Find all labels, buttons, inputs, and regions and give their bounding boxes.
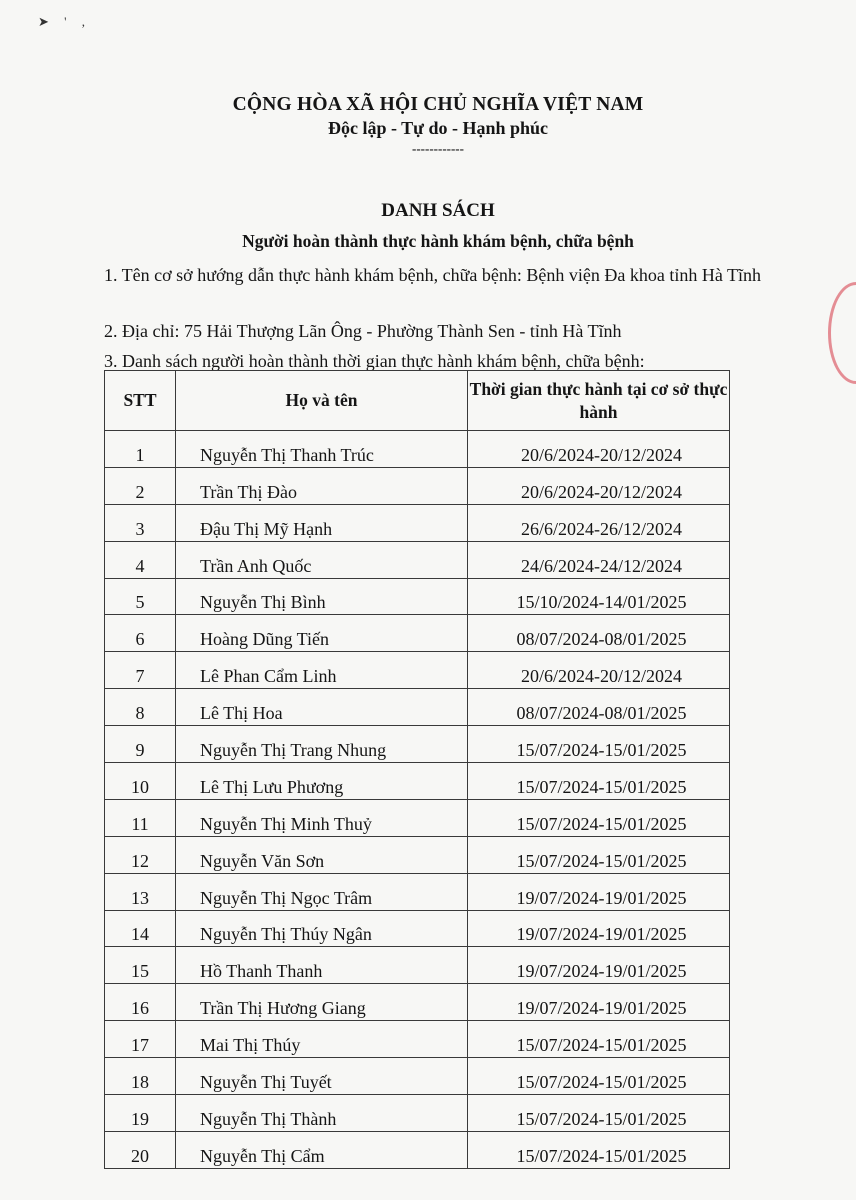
- row-stt-cell: 18: [105, 1058, 176, 1095]
- row-stt-cell: 6: [105, 615, 176, 652]
- row-stt-cell: 16: [105, 984, 176, 1021]
- row-stt-cell: 3: [105, 504, 176, 541]
- header-time: Thời gian thực hành tại cơ sở thực hành: [468, 371, 730, 431]
- row-stt-cell: 17: [105, 1021, 176, 1058]
- row-name-cell: Lê Thị Lưu Phương: [176, 763, 468, 800]
- header-stt: STT: [105, 371, 176, 431]
- row-time-cell: 26/6/2024-26/12/2024: [468, 504, 730, 541]
- row-time-cell: 20/6/2024-20/12/2024: [468, 467, 730, 504]
- table-row: [105, 799, 730, 836]
- row-time-cell: 15/07/2024-15/01/2025: [468, 726, 730, 763]
- row-time-cell: 15/07/2024-15/01/2025: [468, 799, 730, 836]
- row-stt-cell: 1: [105, 431, 176, 468]
- table-row: [105, 873, 730, 910]
- row-time-cell: 20/6/2024-20/12/2024: [468, 652, 730, 689]
- table-row: [105, 504, 730, 541]
- trainee-table: [104, 370, 730, 1169]
- row-time-cell: 19/07/2024-19/01/2025: [468, 910, 730, 947]
- row-name-cell: Nguyễn Văn Sơn: [176, 836, 468, 873]
- row-name-cell: Nguyễn Thị Ngọc Trâm: [176, 873, 468, 910]
- table-row: [105, 431, 730, 468]
- row-stt-cell: 11: [105, 799, 176, 836]
- row-name-cell: Lê Thị Hoa: [176, 689, 468, 726]
- row-time-cell: 19/07/2024-19/01/2025: [468, 947, 730, 984]
- row-name-cell: Nguyễn Thị Thành: [176, 1095, 468, 1132]
- table-row: [105, 652, 730, 689]
- row-name-cell: Đậu Thị Mỹ Hạnh: [176, 504, 468, 541]
- row-name-cell: Mai Thị Thúy: [176, 1021, 468, 1058]
- row-stt-cell: 4: [105, 541, 176, 578]
- row-stt-cell: 10: [105, 763, 176, 800]
- table-body: [105, 431, 730, 1169]
- table-row: [105, 1021, 730, 1058]
- table-row: [105, 615, 730, 652]
- table-row: [105, 763, 730, 800]
- row-stt-cell: 9: [105, 726, 176, 763]
- row-time-cell: 20/6/2024-20/12/2024: [468, 431, 730, 468]
- row-name-cell: Hoàng Dũng Tiến: [176, 615, 468, 652]
- table-row: [105, 689, 730, 726]
- row-name-cell: Nguyễn Thị Thúy Ngân: [176, 910, 468, 947]
- header-separator: ------------: [412, 141, 464, 156]
- table-row: [105, 836, 730, 873]
- row-stt-cell: 12: [105, 836, 176, 873]
- address-paragraph: 2. Địa chỉ: 75 Hải Thượng Lãn Ông - Phường Thành Sen - tỉnh Hà Tĩnh: [104, 321, 622, 341]
- row-name-cell: Lê Phan Cẩm Linh: [176, 652, 468, 689]
- table-row: [105, 910, 730, 947]
- row-time-cell: 08/07/2024-08/01/2025: [468, 689, 730, 726]
- row-stt-cell: 7: [105, 652, 176, 689]
- row-stt-cell: 19: [105, 1095, 176, 1132]
- table-row: [105, 947, 730, 984]
- list-intro-paragraph: 3. Danh sách người hoàn thành thời gian thực hành khám bệnh, chữa bệnh:: [104, 351, 645, 371]
- row-name-cell: Trần Thị Hương Giang: [176, 984, 468, 1021]
- table-row: [105, 467, 730, 504]
- row-time-cell: 24/6/2024-24/12/2024: [468, 541, 730, 578]
- row-stt-cell: 13: [105, 873, 176, 910]
- document-subtitle: Người hoàn thành thực hành khám bệnh, chữa bệnh: [242, 231, 634, 251]
- row-stt-cell: 15: [105, 947, 176, 984]
- header-name: Họ và tên: [176, 371, 468, 431]
- row-time-cell: 15/07/2024-15/01/2025: [468, 1095, 730, 1132]
- table-row: [105, 541, 730, 578]
- row-name-cell: Nguyễn Thị Trang Nhung: [176, 726, 468, 763]
- row-name-cell: Nguyễn Thị Minh Thuỷ: [176, 799, 468, 836]
- table-row: [105, 1058, 730, 1095]
- row-time-cell: 15/07/2024-15/01/2025: [468, 836, 730, 873]
- row-time-cell: 15/07/2024-15/01/2025: [468, 1058, 730, 1095]
- table-header-row: [105, 371, 730, 431]
- row-time-cell: 15/07/2024-15/01/2025: [468, 1021, 730, 1058]
- red-stamp-edge: [828, 282, 856, 384]
- row-name-cell: Nguyễn Thị Thanh Trúc: [176, 431, 468, 468]
- row-name-cell: Nguyễn Thị Cẩm: [176, 1131, 468, 1168]
- row-time-cell: 15/07/2024-15/01/2025: [468, 763, 730, 800]
- row-name-cell: Trần Anh Quốc: [176, 541, 468, 578]
- table-row: [105, 1095, 730, 1132]
- row-stt-cell: 5: [105, 578, 176, 615]
- row-time-cell: 15/10/2024-14/01/2025: [468, 578, 730, 615]
- row-stt-cell: 14: [105, 910, 176, 947]
- scan-specks: ➤ ' ,: [38, 14, 91, 29]
- table-row: [105, 726, 730, 763]
- row-name-cell: Hồ Thanh Thanh: [176, 947, 468, 984]
- row-time-cell: 08/07/2024-08/01/2025: [468, 615, 730, 652]
- row-stt-cell: 2: [105, 467, 176, 504]
- row-time-cell: 15/07/2024-15/01/2025: [468, 1131, 730, 1168]
- row-name-cell: Trần Thị Đào: [176, 467, 468, 504]
- table-row: [105, 1131, 730, 1168]
- row-time-cell: 19/07/2024-19/01/2025: [468, 873, 730, 910]
- document-title: DANH SÁCH: [381, 200, 495, 221]
- facility-paragraph: 1. Tên cơ sở hướng dẫn thực hành khám bệnh, chữa bệnh: Bệnh viện Đa khoa tỉnh Hà Tĩnh: [104, 265, 762, 285]
- row-name-cell: Nguyễn Thị Tuyết: [176, 1058, 468, 1095]
- row-stt-cell: 8: [105, 689, 176, 726]
- motto: Độc lập - Tự do - Hạnh phúc: [327, 118, 549, 138]
- national-name: CỘNG HÒA XÃ HỘI CHỦ NGHĨA VIỆT NAM: [232, 94, 644, 115]
- table-row: [105, 984, 730, 1021]
- row-name-cell: Nguyễn Thị Bình: [176, 578, 468, 615]
- row-stt-cell: 20: [105, 1131, 176, 1168]
- table-row: [105, 578, 730, 615]
- row-time-cell: 19/07/2024-19/01/2025: [468, 984, 730, 1021]
